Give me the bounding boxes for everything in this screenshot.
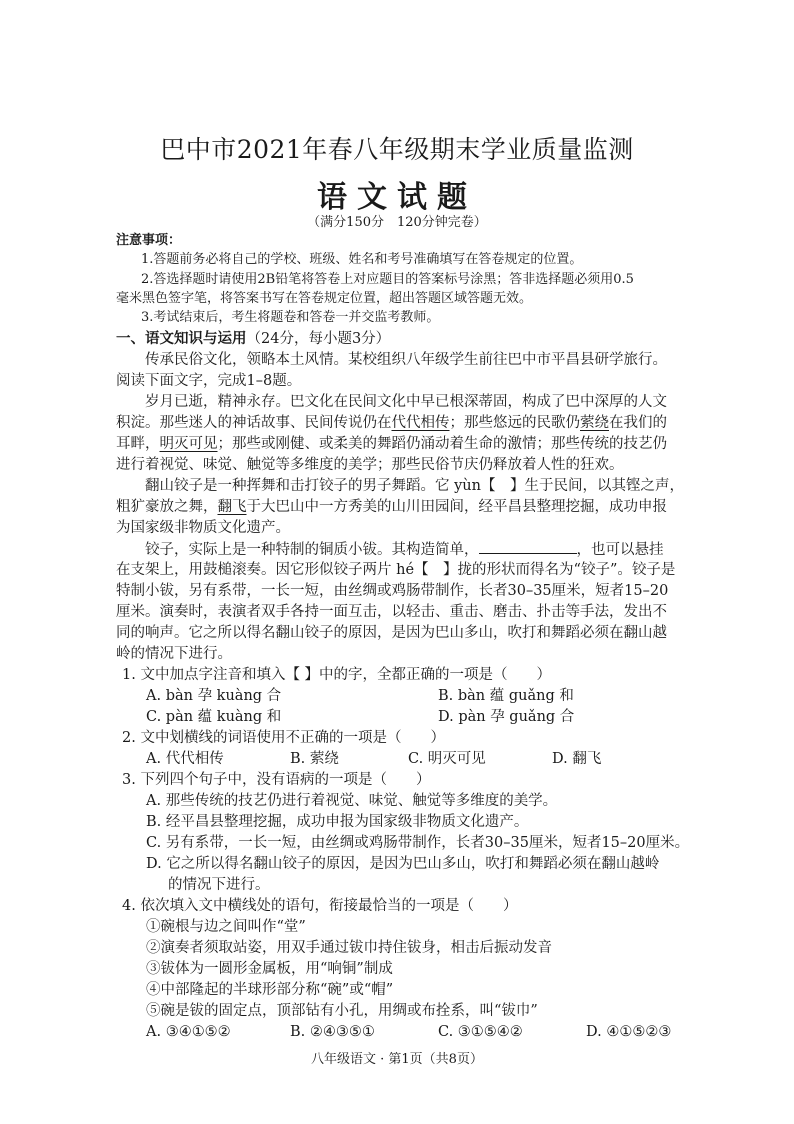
q2-option-d: D. 翻飞	[552, 751, 602, 767]
q1-option-c: C. pàn 蕴 kuàng 和	[146, 709, 282, 725]
subject-title: 语文试题	[317, 180, 477, 215]
q4-option-d: D. ④①⑤②③	[586, 1024, 672, 1040]
q1-stem: 1. 文中加点字注音和填入【 】中的字，全都正确的一项是（ ）	[122, 667, 552, 683]
q4-option-c: C. ③①⑤④②	[438, 1024, 523, 1040]
section1-heading: 一、语文知识与运用	[116, 331, 247, 347]
q4-sentence-4: ④中部隆起的半球形部分称“碗”或“帽”	[146, 982, 394, 998]
q2-option-a: A. 代代相传	[146, 751, 224, 767]
fill-in-blank	[479, 539, 577, 554]
notice-item-1: 1.答题前务必将自己的学校、班级、姓名和考号准确填写在答卷规定的位置。	[141, 252, 583, 267]
q4-option-a: A. ③④①⑤②	[146, 1024, 231, 1040]
para3-line-3: 特制小钹，另有系带，一长一短，由丝绸或鸡肠带制作，长者30–35厘米，短者15–20	[116, 583, 669, 599]
para1-line-3	[116, 434, 667, 454]
para1-text: 在我们的	[609, 415, 667, 431]
page-footer: 八年级语文 · 第1页（共8页）	[311, 1052, 483, 1067]
para3-line-2: 在支架上，用鼓槌滚奏。因它形似铰子两片 hé【 】拢的形状而得名为“铰子”。铰子是	[116, 562, 676, 578]
para1-text: ；那些或刚健、或柔美的舞蹈仍涌动着生命的激情；那些传统的技艺仍	[217, 436, 667, 452]
para1-line-2	[116, 413, 667, 433]
para3-line-4: 厘米。演奏时，表演者双手各持一面互击，以轻击、重击、磨击、扑击等手法，发出不	[116, 604, 667, 620]
notice-item-2b: 毫米黑色签字笔，将答案书写在答卷规定位置，超出答题区域答题无效。	[116, 291, 533, 306]
q3-option-a: A. 那些传统的技艺仍进行着视觉、味觉、触觉等多维度的美学。	[146, 793, 558, 809]
q4-sentence-2: ②演奏者须取站姿，用双手通过钹巾持住钹身，相击后振动发音	[146, 940, 552, 956]
exam-title: 巴中市2021年春八年级期末学业质量监测	[160, 135, 634, 164]
para3-line-1	[145, 539, 664, 560]
notice-heading: 注意事项：	[116, 233, 182, 248]
underlined-fanfei: 翻飞	[217, 499, 247, 515]
para3-text: 铰子，实际上是一种特制的铜质小钹。其构造简单，	[145, 542, 479, 558]
underlined-mingmiekejian: 明灭可见	[159, 436, 218, 452]
q4-sentence-3: ③钹体为一圆形金属板，用“响铜”制成	[146, 961, 393, 977]
para2-line-2	[116, 497, 667, 517]
q1-option-a: A. bàn 孕 kuàng 合	[146, 688, 282, 704]
q4-sentence-5: ⑤碗是钹的固定点，顶部钻有小孔，用绸或布拴系，叫“钹巾”	[146, 1003, 538, 1019]
para3-line-6: 岭的情况下进行。	[116, 646, 232, 662]
q2-option-c: C. 明灭可见	[408, 751, 486, 767]
q4-sentence-1: ①碗根与边之间叫作“堂”	[146, 919, 306, 935]
q4-option-b: B. ②④③⑤①	[290, 1024, 375, 1040]
intro-line-2: 阅读下面文字，完成1–8题。	[116, 373, 302, 389]
para1-line-4: 进行着视觉、味觉、触觉等多维度的美学；那些民俗节庆仍释放着人性的狂欢。	[116, 457, 624, 473]
q1-option-d: D. pàn 孕 guǎng 合	[438, 709, 575, 725]
score-note: （满分150分 120分钟完卷）	[307, 215, 487, 230]
notice-item-2a: 2.答选择题时请使用2B铅笔将答卷上对应题目的答案标号涂黑；答非选择题必须用0.5	[141, 272, 634, 287]
q3-option-d-line2: 的情况下进行。	[168, 877, 270, 893]
para2-text: 于大巴山中一方秀美的山川田园间，经平昌县整理挖掘，成功申报	[246, 499, 667, 515]
underlined-yingrao: 萦绕	[580, 415, 609, 431]
q3-option-d-line1: D. 它之所以得名翻山铰子的原因，是因为巴山多山，吹打和舞蹈必须在翻山越岭	[146, 856, 660, 872]
q2-stem: 2. 文中划横线的词语使用不正确的一项是（ ）	[122, 730, 445, 746]
para1-line-1: 岁月已逝，精神永存。巴文化在民间文化中早已根深蒂固，构成了巴中深厚的人文	[145, 394, 667, 410]
intro-line-1: 传承民俗文化，领略本土风情。某校组织八年级学生前往巴中市平昌县研学旅行。	[145, 352, 667, 368]
para3-text: ，也可以悬挂	[576, 542, 664, 558]
underlined-daidaixiangchuan: 代代相传	[391, 415, 450, 431]
para1-text: 耳畔，	[116, 436, 160, 452]
q4-stem: 4. 依次填入文中横线处的语句，衔接最恰当的一项是（ ）	[122, 898, 518, 914]
q3-stem: 3. 下列四个句子中，没有语病的一项是（ ）	[122, 772, 431, 788]
para2-text: 粗犷豪放之舞，	[116, 499, 218, 515]
section1-heading-line	[116, 329, 390, 349]
para2-line-1: 翻山铰子是一种挥舞和击打铰子的男子舞蹈。它 yùn【 】生于民间，以其铿之声，	[145, 478, 684, 494]
section1-heading-note: （24分，每小题3分）	[246, 331, 391, 347]
para3-line-5: 同的响声。它之所以得名翻山铰子的原因，是因为巴山多山，吹打和舞蹈必须在翻山越	[116, 625, 667, 641]
q3-option-b: B. 经平昌县整理挖掘，成功申报为国家级非物质文化遗产。	[146, 814, 529, 830]
para1-text: 积淀。那些迷人的神话故事、民间传说仍在	[116, 415, 392, 431]
para1-text: ；那些悠远的民歌仍	[449, 415, 580, 431]
q2-option-b: B. 萦绕	[290, 751, 339, 767]
notice-item-3: 3.考试结束后，考生将题卷和答卷一并交监考教师。	[141, 310, 440, 325]
para2-line-3: 为国家级非物质文化遗产。	[116, 520, 290, 536]
q1-option-b: B. bàn 蕴 guǎng 和	[438, 688, 574, 704]
q3-option-c: C. 另有系带，一长一短，由丝绸或鸡肠带制作，长者30–35厘米，短者15–20厘米。	[146, 835, 690, 851]
